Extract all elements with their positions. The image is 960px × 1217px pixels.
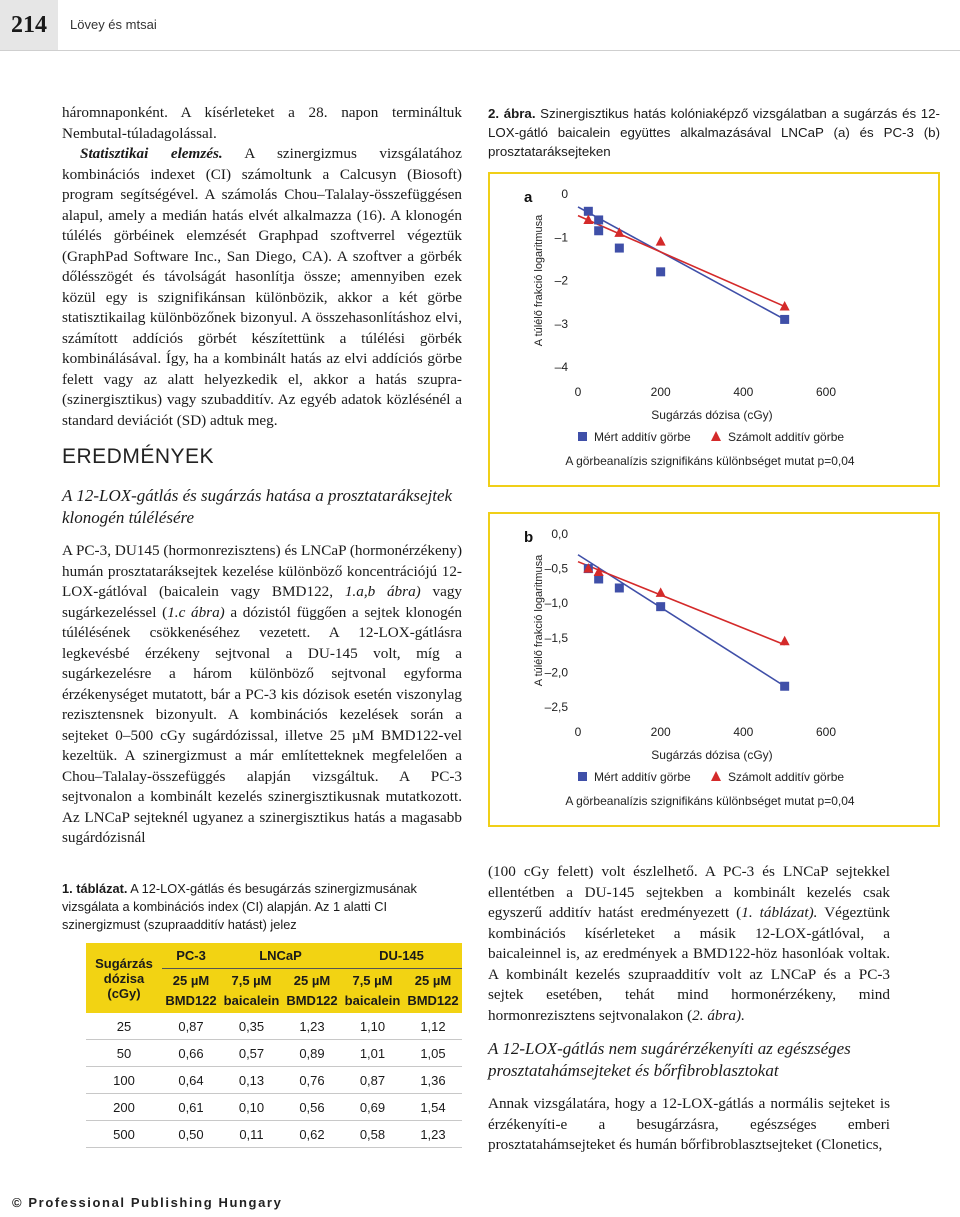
y-tick-label: –2 xyxy=(554,273,568,288)
table-cell: 0,69 xyxy=(341,1094,404,1121)
x-tick-label: 200 xyxy=(650,725,671,739)
left-column xyxy=(62,103,462,849)
table-header-dose: Sugárzás dózisa (cGy) xyxy=(86,943,162,1013)
table-cell: 0,57 xyxy=(220,1040,283,1067)
x-axis-label: Sugárzás dózisa (cGy) xyxy=(651,748,773,762)
figure-caption-text: Szinergisztikus hatás kolóniaképző vizsgálatban a sugárzás és 12-LOX-gátló baicalein együttes alkalmazásával LNCaP (a) és PC-3 (b) prosztataráksejteken xyxy=(488,106,940,159)
table-cell: 1,36 xyxy=(404,1067,462,1094)
table-row xyxy=(86,1094,462,1121)
x-tick-label: 200 xyxy=(650,385,671,399)
section-heading-results: EREDMÉNYEK xyxy=(62,445,215,468)
table-cell: 50 xyxy=(86,1040,162,1067)
table-caption xyxy=(62,880,462,934)
legend-label-measured: Mért additív görbe xyxy=(594,430,691,444)
results-text-3: a dózistól függően a sejtek klonogén túlélésének csökkenéséhez vezetett. A 12-LOX-gátlásra legkevésbé érzékeny sejtvonal a DU-145 volt, míg a sugárkezelésre a három különböző sejtvonal egyforma érzékenységet mutatott, bár a PC-3 kis dózisok esetén viszonylag rezisztensnek bizonyult. A kombinációs kezelések során a sejteket 0–500 cGy sugárdózissal, illetve 25 µM BMD122-vel kezeltük. A szinergizmust a már említetteknek megfelelően a Chou–Talalay-összefüggés alapján vizsgáltuk. A PC-3 sejtvonalon a kombinált kezelés szinergisztikusnak mutatkozott. Az LNCaP sejteknél ugyanez a szinergisztikus hatás a magasabb sugárdózisnál xyxy=(62,603,463,846)
panel-letter: b xyxy=(524,529,534,546)
y-tick-label: 0 xyxy=(561,187,568,201)
chart-note: A görbeanalízis szignifikáns különbséget mutat p=0,04 xyxy=(565,454,855,468)
paragraph-results-cont xyxy=(488,862,890,1026)
table-cell: 0,89 xyxy=(283,1040,341,1067)
data-point-square xyxy=(656,602,665,611)
ci-table xyxy=(86,943,462,1148)
table-cell: 0,66 xyxy=(162,1040,220,1067)
table-subheader: 25 µM BMD122 xyxy=(283,969,341,1014)
figure-ref-1ab: 1.a,b ábra) xyxy=(344,583,421,600)
table-row xyxy=(86,1040,462,1067)
table-row xyxy=(86,1013,462,1040)
paragraph-normal-cells: Annak vizsgálatára, hogy a 12-LOX-gátlás a normális sejteket is érzékenyíti-e a besugárzásra, egészséges emberi prosztatahámsejteket és humán bőrfibroblasztsejteket (Clonetics, xyxy=(488,1095,890,1153)
figure-label: 2. ábra. xyxy=(488,106,536,121)
data-point-square xyxy=(615,583,624,592)
y-tick-label: –3 xyxy=(554,316,568,331)
table-cell: 0,10 xyxy=(220,1094,283,1121)
table-cell: 1,54 xyxy=(404,1094,462,1121)
table-cell: 0,62 xyxy=(283,1121,341,1148)
y-tick-label: –2,0 xyxy=(544,665,568,680)
chart-panel-b xyxy=(488,512,940,827)
statistics-text: A szinergizmus vizsgálatához kombinációs indexet (CI) számoltunk a Calcusyn (Biosoft) program segítségével. A számolás Chou–Talalay-összefüggésen alapul, amely a medián hatás elvét alkalmazza (16). A klonogén túlélés görbéinek elemzését Graphpad szoftverrel végeztük (GraphPad Software Inc., San Diego, CA). A szoftver a görbék dőlésszögét és távolságát hasonlítja össze; amennyiben ezek közül egy is szignifikánsan különbözik, akkor a két görbe statisztikailag különbözőnek bizonyul. A összehasonlításhoz elvi, számított addíciós görbét készítettünk a túlélési görbék kombinálásával. Így, ha a kombinált hatás az elvi addíciós görbe felett vagy az alatt helyezkedik el, akkor a hatás szupra- (szinergisztikus) vagy szubadditív. Az egyéb adatok közlésénél a standard deviációt (SD) adtuk meg. xyxy=(62,145,462,429)
table-ref-1: 1. táblázat). xyxy=(741,904,818,921)
y-tick-label: 0,0 xyxy=(551,527,568,541)
y-axis-label: A túlélő frakció logaritmusa xyxy=(533,554,545,687)
legend-square-icon xyxy=(578,772,587,781)
legend-square-icon xyxy=(578,432,587,441)
table-cell: 0,87 xyxy=(162,1013,220,1040)
table-cell: 0,64 xyxy=(162,1067,220,1094)
table-cell: 1,23 xyxy=(283,1013,341,1040)
y-tick-label: –1,0 xyxy=(544,596,568,611)
y-tick-label: –1,5 xyxy=(544,630,568,645)
table-cell: 0,50 xyxy=(162,1121,220,1148)
table-cell: 25 xyxy=(86,1013,162,1040)
figure-ref-2: 2. ábra). xyxy=(692,1006,745,1024)
table-cell: 0,58 xyxy=(341,1121,404,1148)
table-cell: 1,01 xyxy=(341,1040,404,1067)
table-subheader: 25 µM BMD122 xyxy=(404,969,462,1014)
table-cell: 100 xyxy=(86,1067,162,1094)
table-subheader: 7,5 µM baicalein xyxy=(341,969,404,1014)
statistics-label: Statisztikai elemzés. xyxy=(80,145,223,162)
table-cell: 1,05 xyxy=(404,1040,462,1067)
table-group-pc3: PC-3 xyxy=(162,943,220,969)
data-point-square xyxy=(656,267,665,276)
y-tick-label: –0,5 xyxy=(544,561,568,576)
table-cell: 0,61 xyxy=(162,1094,220,1121)
table-cell: 0,35 xyxy=(220,1013,283,1040)
table-cell: 0,13 xyxy=(220,1067,283,1094)
table-cell: 1,10 xyxy=(341,1013,404,1040)
right-column xyxy=(488,862,890,1156)
chart-note: A görbeanalízis szignifikáns különbséget mutat p=0,04 xyxy=(565,794,855,808)
data-point-square xyxy=(780,315,789,324)
figure-caption xyxy=(488,104,940,161)
chart-b-svg xyxy=(488,512,940,827)
table-cell: 0,76 xyxy=(283,1067,341,1094)
panel-letter: a xyxy=(524,189,533,206)
x-tick-label: 0 xyxy=(574,385,582,399)
page-header xyxy=(0,0,960,51)
table-cell: 0,11 xyxy=(220,1121,283,1148)
table-row xyxy=(86,1067,462,1094)
results-cont-text-2: Végeztünk kombinációs kísérleteket a másik 12-LOX-gátlóval, a baicaleinnel is, az eredmények a BMD122-höz hasonlóak voltak. A kombinált kezelés szupraadditív volt az LNCaP és a PC-3 sejtek esetében, tehát mind hormonérzékeny, mind hormonrezisztens sejtvonalakon ( xyxy=(488,904,890,1024)
paragraph-methods-end: háromnaponként. A kísérleteket a 28. napon termináltuk Nembutal-túladagolással. xyxy=(62,104,462,142)
results-cont-text-1: (100 cGy felett) volt észlelhető. A PC-3 és LNCaP sejtekkel ellentétben a DU-145 sejtekben a kombinált kezelés csak egyszerű additív hatást eredményezett ( xyxy=(488,863,890,921)
chart-panel-a xyxy=(488,172,940,487)
data-point-square xyxy=(594,215,603,224)
figure-ref-1c: 1.c ábra) xyxy=(167,603,225,621)
subheading-lox-radiation: A 12-LOX-gátlás és sugárzás hatása a prosztataráksejtek klonogén túlélésére xyxy=(62,486,453,527)
table-caption-text: A 12-LOX-gátlás és besugárzás szinergizmusának vizsgálata a kombinációs index (CI) alapján. Az 1 alatti CI szinergizmust (szupraadditív hatást) jelez xyxy=(62,881,417,932)
table-label: 1. táblázat. xyxy=(62,881,128,896)
footer-copyright: © Professional Publishing Hungary xyxy=(12,1195,283,1210)
y-axis-label: A túlélő frakció logaritmusa xyxy=(533,214,545,347)
table-cell: 200 xyxy=(86,1094,162,1121)
paragraph-results xyxy=(62,541,462,849)
table-group-lncap: LNCaP xyxy=(220,943,341,969)
chart-a-svg xyxy=(488,172,940,487)
table-cell: 1,12 xyxy=(404,1013,462,1040)
x-tick-label: 0 xyxy=(574,725,582,739)
y-tick-label: –1 xyxy=(554,230,568,245)
x-tick-label: 600 xyxy=(815,385,837,399)
table-row xyxy=(86,1121,462,1148)
page-number: 214 xyxy=(0,0,58,50)
data-point-square xyxy=(594,226,603,235)
legend-label-calculated: Számolt additív görbe xyxy=(728,770,845,784)
x-tick-label: 400 xyxy=(733,725,754,739)
legend-label-calculated: Számolt additív görbe xyxy=(728,430,845,444)
table-cell: 0,56 xyxy=(283,1094,341,1121)
x-tick-label: 600 xyxy=(815,725,837,739)
data-point-square xyxy=(780,682,789,691)
table-cell: 500 xyxy=(86,1121,162,1148)
legend-label-measured: Mért additív görbe xyxy=(594,770,691,784)
y-tick-label: –4 xyxy=(554,360,568,374)
running-head: Lövey és mtsai xyxy=(70,17,157,32)
results-text-2: vagy sugárkezeléssel ( xyxy=(62,583,463,621)
data-point-square xyxy=(584,207,593,216)
subheading-normal-cells: A 12-LOX-gátlás nem sugárérzékenyíti az egészséges prosztatahámsejteket és bőrfibroblasztokat xyxy=(488,1039,851,1080)
table-subheader: 7,5 µM baicalein xyxy=(220,969,283,1014)
table-group-du145: DU-145 xyxy=(341,943,462,969)
table-subheader: 25 µM BMD122 xyxy=(162,969,220,1014)
paragraph-statistics xyxy=(62,144,462,431)
table-cell: 1,23 xyxy=(404,1121,462,1148)
y-tick-label: –2,5 xyxy=(544,700,568,714)
data-point-square xyxy=(615,244,624,253)
table-cell: 0,87 xyxy=(341,1067,404,1094)
x-tick-label: 400 xyxy=(733,385,754,399)
x-axis-label: Sugárzás dózisa (cGy) xyxy=(651,408,773,422)
results-text-1: A PC-3, DU145 (hormonrezisztens) és LNCaP (hormonérzékeny) humán prosztataráksejtek kezelése különböző koncentrációjú 12-LOX-gátlóval (baicalein vagy BMD122, xyxy=(62,542,462,600)
